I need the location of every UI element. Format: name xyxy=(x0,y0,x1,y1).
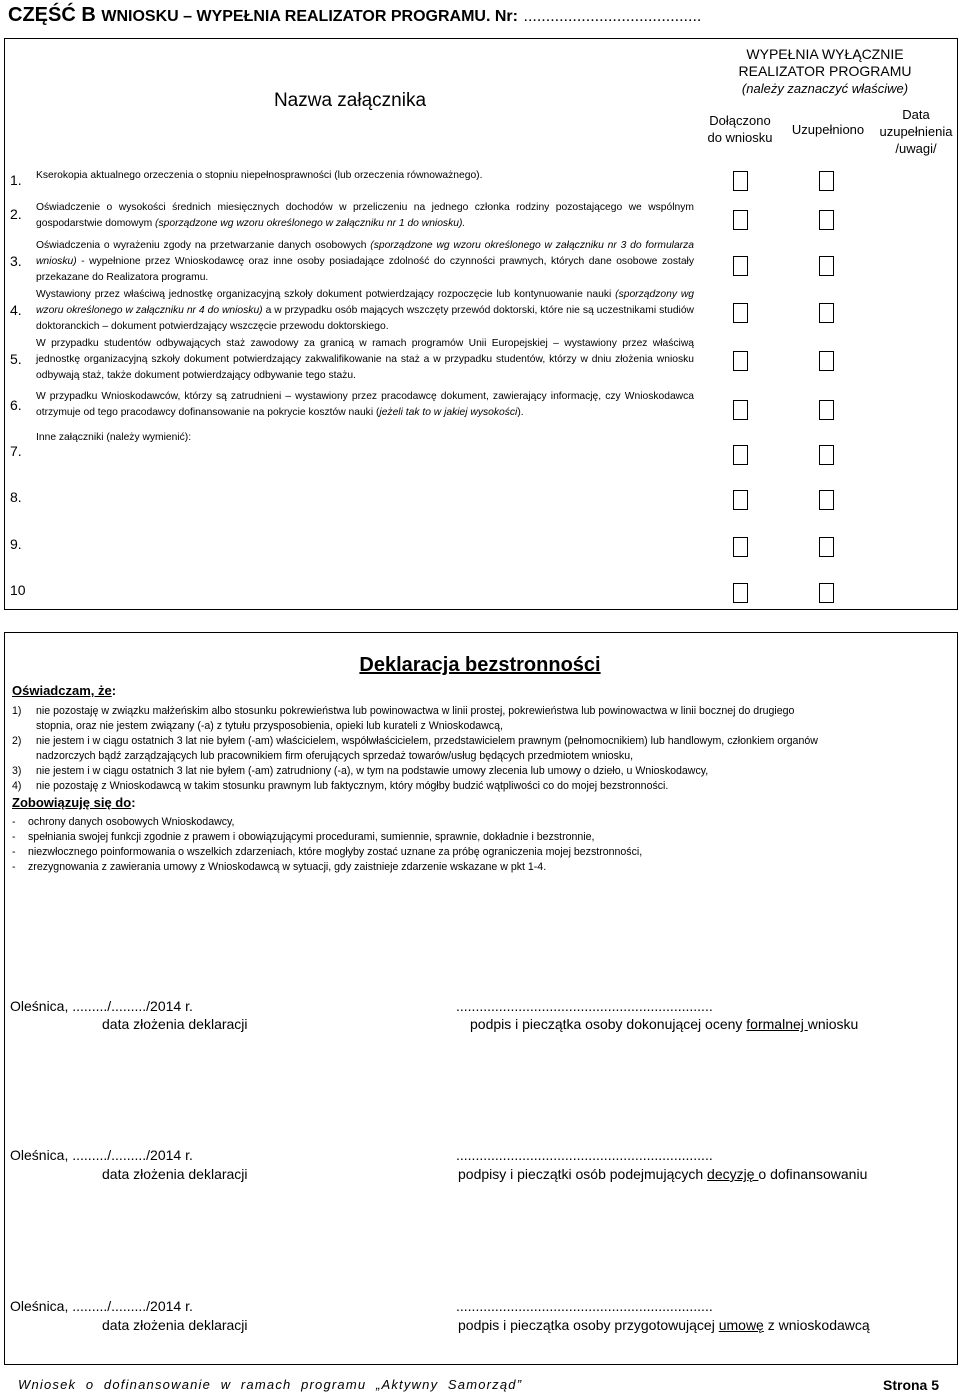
caption-underlined: decyzję xyxy=(707,1166,759,1182)
signature-dots: .................................................................. xyxy=(456,998,713,1014)
attached-checkbox[interactable] xyxy=(733,537,748,557)
description-text: Kserokopia aktualnego orzeczenia o stopniu niepełnosprawności (lub orzeczenia równoważnego). xyxy=(36,170,483,181)
statement-line: nie jestem i w ciągu ostatnich 3 lat nie byłem (-am) zatrudniony (-a), w tym na podstawie umowy zlecenia lub umowy o dzieło, u Wnioskodawcy, xyxy=(36,765,709,777)
row-number: 2. xyxy=(10,206,22,222)
realizator-header-line3: (należy zaznaczyć właściwe) xyxy=(741,81,909,96)
bullet: - xyxy=(12,861,16,873)
row-number: 7. xyxy=(10,443,22,459)
caption-underlined: formalnej xyxy=(746,1016,808,1032)
declaration-statements xyxy=(12,704,947,794)
description-italic: (sporządzony wg wzoru określonego w załączniku nr 4 do wniosku) xyxy=(36,289,694,316)
caption-text-2: z wnioskodawcą xyxy=(763,1317,870,1333)
supplemented-checkbox[interactable] xyxy=(819,583,834,603)
caption-text-2: wniosku xyxy=(807,1016,859,1032)
attachment-description xyxy=(36,336,694,383)
commitment-item xyxy=(12,860,947,875)
signature-dots: .................................................................. xyxy=(456,1147,713,1163)
description-text: Oświadczenia o wyrażeniu zgody na przetwarzanie danych osobowych xyxy=(36,240,371,251)
caption-text-2: o dofinansowaniu xyxy=(758,1166,868,1182)
description-text: Inne załączniki (należy wymienić): xyxy=(36,432,192,443)
supplemented-checkbox[interactable] xyxy=(819,537,834,557)
statement-item xyxy=(12,734,947,764)
row-number: 4. xyxy=(10,302,22,318)
place-date-line: Oleśnica, ........./........./2014 r. xyxy=(10,1147,193,1163)
zobowiazuje-colon: : xyxy=(131,795,136,810)
statement-number: 3) xyxy=(12,765,22,777)
row-number: 6. xyxy=(10,397,22,413)
description-text-2: a w przypadku osób mających wszczęty przewód doktorski, które nie są uczestnikami studiów doktoranckich – dokument potwierdzający wszczęcie przewodu doktorskiego. xyxy=(36,304,694,332)
declaration-title-text: Deklaracja bezstronności xyxy=(359,654,601,676)
page-number: Strona 5 xyxy=(883,1377,940,1393)
name-header-text: Nazwa załącznika xyxy=(273,90,427,111)
row-number: 10 xyxy=(10,582,26,598)
bullet: - xyxy=(12,831,16,843)
row-number: 9. xyxy=(10,536,22,552)
description-italic: jeżeli tak to w jakiej wysokości xyxy=(379,406,518,418)
attachment-description xyxy=(36,238,694,285)
supplemented-checkbox[interactable] xyxy=(819,351,834,371)
row-number: 8. xyxy=(10,489,22,505)
attached-checkbox[interactable] xyxy=(733,171,748,191)
signature-caption xyxy=(458,1317,870,1333)
commitment-text: ochrony danych osobowych Wnioskodawcy, xyxy=(28,816,235,828)
supplemented-column-header xyxy=(783,121,873,138)
zobowiazuje-heading xyxy=(12,795,136,810)
declaration-title xyxy=(300,654,660,677)
attachment-description xyxy=(36,389,694,421)
statement-line: nie pozostaję w związku małżeńskim albo stosunku pokrewieństwa lub powinowactwa w linii prostej, pokrewieństwa lub powinowactwa w linii bocznej do drugiego xyxy=(36,705,795,717)
place-date-line: Oleśnica, ........./........./2014 r. xyxy=(10,1298,193,1314)
realizator-header-line1: WYPEŁNIA WYŁĄCZNIE xyxy=(746,46,904,62)
commitment-item xyxy=(12,845,947,860)
attachment-description xyxy=(36,287,694,334)
row-number: 3. xyxy=(10,253,22,269)
row-number: 5. xyxy=(10,351,22,367)
title-part-1: CZĘŚĆ B xyxy=(8,4,96,26)
description-italic: (sporządzone wg wzoru określonego w załączniku nr 1 do wniosku). xyxy=(155,217,466,229)
commitments-list xyxy=(12,815,947,875)
date-header-line2: uzupełnienia xyxy=(879,124,953,139)
statement-body xyxy=(36,704,794,734)
description-text-2: ). xyxy=(517,406,524,418)
statement-line: nie pozostaję z Wnioskodawcą w takim stosunku prawnym lub faktycznym, który mógłby budzić wątpliwości co do mojej bezstronności. xyxy=(36,780,669,792)
caption-text: podpisy i pieczątki osób podejmujących xyxy=(458,1166,708,1182)
attached-header-line1: Dołączono xyxy=(709,113,771,128)
attachment-description xyxy=(36,168,694,184)
caption-text: podpis i pieczątka osoby przygotowującej xyxy=(458,1317,719,1333)
description-text: Wystawiony przez właściwą jednostkę organizacyjną szkoły dokument potwierdzający rozpoczęcie lub kontynuowanie nauki xyxy=(36,289,616,300)
date-column-header xyxy=(872,106,960,157)
commitment-text: spełniania swojej funkcji zgodnie z prawem i obowiązującymi procedurami, sumiennie, sprawnie, dokładnie i bezstronnie, xyxy=(28,831,595,843)
statement-line: nadzorczych bądź zarządzających lub pracownikiem firm oferujących sprzedaż towarów/usług będących przedmiotem wniosku, xyxy=(36,750,634,762)
date-header-line3: /uwagi/ xyxy=(895,141,937,156)
statement-number: 1) xyxy=(12,705,22,717)
oswiadczam-text: Oświadczam, że xyxy=(12,683,112,698)
zobowiazuje-text: Zobowiązuję się do xyxy=(12,795,132,810)
supplemented-checkbox[interactable] xyxy=(819,490,834,510)
supplemented-checkbox[interactable] xyxy=(819,171,834,191)
bullet: - xyxy=(12,846,16,858)
row-number: 1. xyxy=(10,172,22,188)
description-italic: (sporządzone wg wzoru określonego w załączniku nr 3 do formularza wniosku) xyxy=(36,240,694,267)
description-text-2: - wypełnione przez Wnioskodawcę oraz inne osoby posiadające zdolność do czynności prawnych, których dane osobowe zostały przekazane do Realizatora programu. xyxy=(36,255,694,283)
commitment-text: niezwłocznego poinformowania o wszelkich zdarzeniach, które mogłyby zostać uznane za próbę ograniczenia mojej bezstronności, xyxy=(28,846,643,858)
page-title xyxy=(8,4,701,27)
title-dots: ........................................ xyxy=(523,8,702,25)
supplemented-checkbox[interactable] xyxy=(819,210,834,230)
attached-checkbox[interactable] xyxy=(733,445,748,465)
caption-underlined: umowę xyxy=(718,1317,764,1333)
attached-checkbox[interactable] xyxy=(733,490,748,510)
name-column-header xyxy=(230,90,470,112)
signature-caption xyxy=(470,1016,858,1032)
statement-body xyxy=(36,734,818,764)
attached-checkbox[interactable] xyxy=(733,210,748,230)
statement-line: nie jestem i w ciągu ostatnich 3 lat nie byłem (-am) właścicielem, współwłaścicielem, przedstawicielem prawnym (pełnomocnikiem) lub handlowym, członkiem organów xyxy=(36,735,818,747)
statement-item xyxy=(12,779,947,794)
oswiadczam-colon: : xyxy=(111,683,117,698)
signature-dots: .................................................................. xyxy=(456,1298,713,1314)
realizator-header xyxy=(690,46,960,97)
description-text: W przypadku studentów odbywających staż zawodowy za granicą w ramach programów Unii Europejskiej – wystawiony przez właściwą jednostkę organizacyjną szkoły dokument potwierdzający zakwalifikowanie na staż a w przypadku studentów, którzy w dniu złożenia wniosku odbywają staż, także dokument potwierdzający odbywanie tego stażu. xyxy=(36,338,694,381)
attachment-description xyxy=(36,200,694,232)
statement-item xyxy=(12,704,947,734)
description-text: Oświadczenie o wysokości średnich miesięcznych dochodów w przeliczeniu na jednego członka rodziny pozostającego we wspólnym gospodarstwie domowym xyxy=(36,202,694,229)
supplemented-checkbox[interactable] xyxy=(819,303,834,323)
bullet: - xyxy=(12,816,16,828)
caption-text: podpis i pieczątka osoby dokonującej oceny xyxy=(470,1016,747,1032)
date-header-line1: Data xyxy=(902,107,930,122)
statement-item xyxy=(12,764,947,779)
attached-checkbox[interactable] xyxy=(733,583,748,603)
statement-number: 4) xyxy=(12,780,22,792)
date-caption: data złożenia deklaracji xyxy=(102,1166,248,1182)
statement-line: stopnia, oraz nie jestem związany (-a) z tytułu przysposobienia, opieki lub kurateli z Wnioskodawcą, xyxy=(36,720,503,732)
supplemented-header-text: Uzupełniono xyxy=(791,122,865,137)
title-part-2: WNIOSKU – WYPEŁNIA REALIZATOR PROGRAMU. Nr: xyxy=(101,8,518,25)
attached-checkbox[interactable] xyxy=(733,256,748,276)
supplemented-checkbox[interactable] xyxy=(819,256,834,276)
footer-program-title: Wniosek o dofinansowanie w ramach programu „Aktywny Samorząd” xyxy=(18,1377,523,1392)
oswiadczam-heading xyxy=(12,683,116,698)
attached-checkbox[interactable] xyxy=(733,303,748,323)
place-date-line: Oleśnica, ........./........./2014 r. xyxy=(10,998,193,1014)
supplemented-checkbox[interactable] xyxy=(819,400,834,420)
date-caption: data złożenia deklaracji xyxy=(102,1016,248,1032)
description-text: W przypadku Wnioskodawców, którzy są zatrudnieni – wystawiony przez pracodawcę dokument, zawierający informację, czy Wnioskodawca otrzymuje od tego pracodawcy dofinansowanie na pokrycie kosztów nauki ( xyxy=(36,391,694,418)
commitment-item xyxy=(12,815,947,830)
statement-number: 2) xyxy=(12,735,22,747)
commitment-item xyxy=(12,830,947,845)
supplemented-checkbox[interactable] xyxy=(819,445,834,465)
commitment-text: zrezygnowania z zawierania umowy z Wnioskodawcą w sytuacji, gdy zaistnieje zdarzenie wskazane w pkt 1-4. xyxy=(28,861,547,873)
realizator-header-line2: REALIZATOR PROGRAMU xyxy=(738,63,912,79)
attached-column-header xyxy=(698,112,782,146)
attached-checkbox[interactable] xyxy=(733,400,748,420)
signature-caption xyxy=(458,1166,867,1182)
attached-header-line2: do wniosku xyxy=(707,130,773,145)
attachment-description xyxy=(36,430,694,446)
date-caption: data złożenia deklaracji xyxy=(102,1317,248,1333)
attached-checkbox[interactable] xyxy=(733,351,748,371)
